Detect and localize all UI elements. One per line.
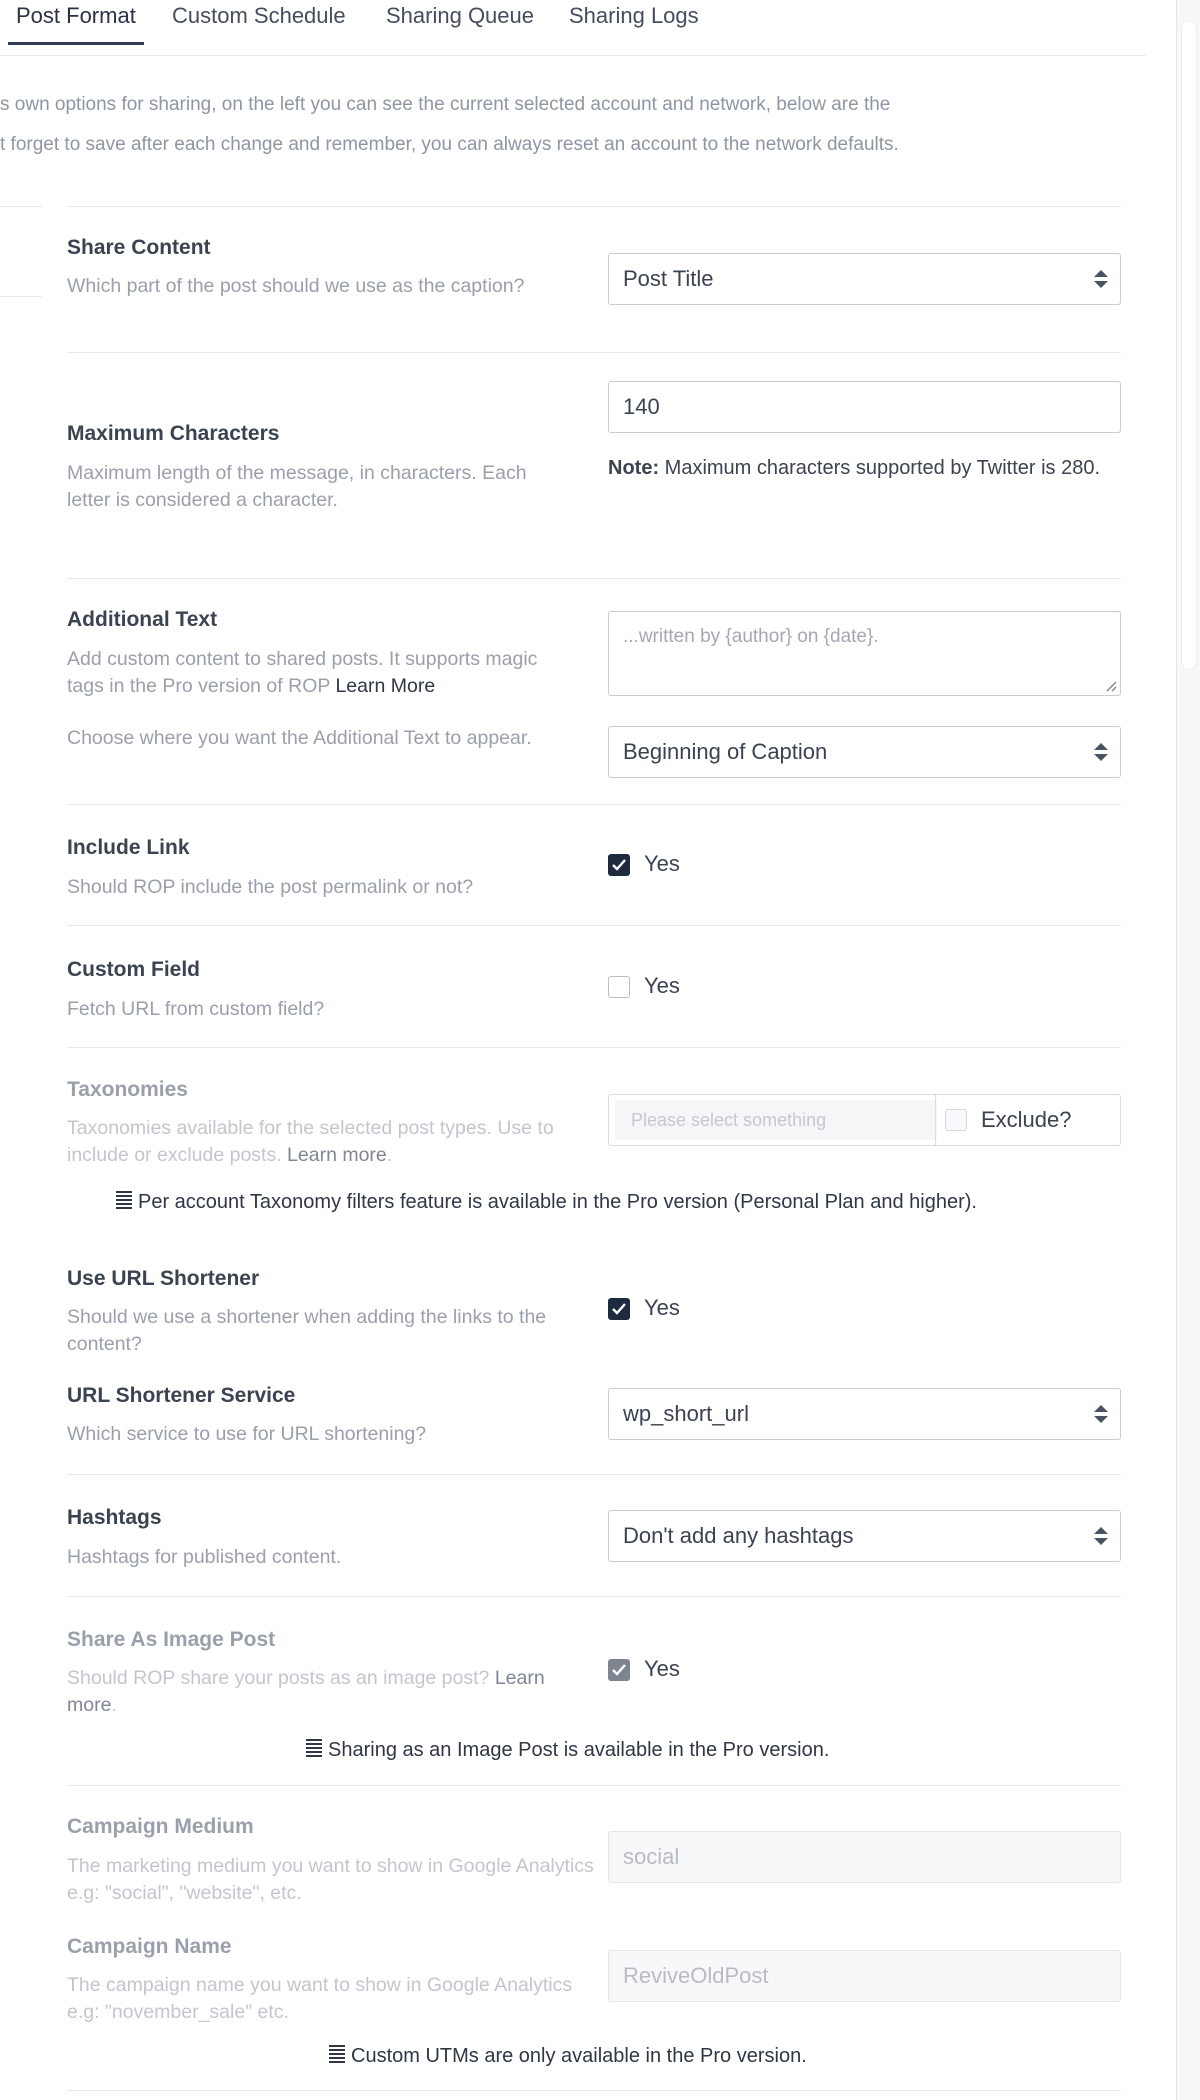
- intro-line-2: t forget to save after each change and remember, you can always reset an account to the network defaults.: [0, 134, 899, 155]
- campaign-medium-input[interactable]: social: [608, 1831, 1121, 1883]
- scrollbar[interactable]: [1176, 0, 1200, 2100]
- url-shortener-option: Yes: [644, 1295, 680, 1320]
- custom-field-checkbox[interactable]: [608, 976, 630, 998]
- checkmark-icon: [611, 1662, 627, 1678]
- url-shortener-label: Use URL Shortener: [67, 1267, 260, 1290]
- share-content-desc: Which part of the post should we use as the caption?: [67, 275, 525, 297]
- select-arrows-icon: [1094, 727, 1108, 777]
- campaign-name-desc: The campaign name you want to show in Google Analytics e.g: "november_sale" etc.: [67, 1974, 573, 2023]
- custom-field-option: Yes: [644, 973, 680, 998]
- campaign-name-input[interactable]: ReviveOldPost: [608, 1950, 1121, 2002]
- image-post-desc-text: Should ROP share your posts as an image post?: [67, 1667, 495, 1689]
- campaign-medium-desc: The marketing medium you want to show in Google Analytics e.g: "social", "website", etc.: [67, 1855, 594, 1904]
- scrollbar-thumb[interactable]: [1181, 20, 1197, 670]
- shortener-service-desc: Which service to use for URL shortening?: [67, 1423, 427, 1445]
- image-post-pro-text: Sharing as an Image Post is available in the Pro version.: [328, 1739, 830, 1761]
- hashtags-label: Hashtags: [67, 1506, 162, 1529]
- image-post-learn-more-link[interactable]: Learn more: [67, 1667, 545, 1716]
- divider: [67, 1474, 1121, 1475]
- divider: [67, 1596, 1121, 1597]
- image-post-label: Share As Image Post: [67, 1628, 276, 1651]
- intro-line-1: s own options for sharing, on the left you can see the current selected account and network, below are the: [0, 94, 891, 115]
- divider: [67, 804, 1121, 805]
- checkmark-icon: [611, 857, 627, 873]
- max-chars-input[interactable]: 140: [608, 381, 1121, 433]
- tab-custom-schedule[interactable]: Custom Schedule: [172, 3, 346, 28]
- image-post-option: Yes: [644, 1656, 680, 1681]
- additional-text-placeholder: ...written by {author} on {date}.: [623, 626, 879, 647]
- custom-field-label: Custom Field: [67, 958, 201, 981]
- taxonomies-input[interactable]: Please select something: [615, 1100, 937, 1140]
- divider: [67, 1785, 1121, 1786]
- taxonomies-learn-more-link[interactable]: Learn more: [287, 1144, 387, 1166]
- include-link-label: Include Link: [67, 836, 190, 859]
- select-arrows-icon: [1094, 1511, 1108, 1561]
- taxonomies-desc: [67, 1115, 567, 1169]
- image-post-desc-end: .: [111, 1694, 117, 1716]
- divider: [67, 206, 1121, 207]
- taxonomies-control: [608, 1094, 1121, 1146]
- divider: [67, 352, 1121, 353]
- shortener-service-label: URL Shortener Service: [67, 1384, 296, 1407]
- divider: [67, 578, 1121, 579]
- hashtags-desc: Hashtags for published content.: [67, 1546, 342, 1568]
- additional-text-input[interactable]: [608, 611, 1121, 696]
- url-shortener-checkbox[interactable]: [608, 1298, 630, 1320]
- select-arrows-icon: [1094, 1389, 1108, 1439]
- checkmark-icon: [611, 1301, 627, 1317]
- exclude-checkbox[interactable]: [945, 1109, 967, 1131]
- max-chars-note: [608, 449, 1128, 487]
- max-chars-label: Maximum Characters: [67, 422, 280, 445]
- utm-pro-text: Custom UTMs are only available in the Pro version.: [351, 2045, 807, 2067]
- url-shortener-desc: Should we use a shortener when adding the links to the content?: [67, 1306, 547, 1355]
- shortener-service-value: wp_short_url: [623, 1401, 749, 1426]
- include-link-desc: Should ROP include the post permalink or not?: [67, 876, 474, 898]
- exclude-label: Exclude?: [981, 1107, 1072, 1132]
- taxonomies-label: Taxonomies: [67, 1078, 188, 1101]
- tab-bar: [0, 0, 1146, 56]
- additional-text-position-value: Beginning of Caption: [623, 739, 828, 764]
- tab-sharing-queue[interactable]: Sharing Queue: [386, 3, 534, 28]
- select-arrows-icon: [1094, 254, 1108, 304]
- taxonomies-desc-text: Taxonomies available for the selected post types. Use to include or exclude posts.: [67, 1117, 554, 1166]
- taxonomies-pro-text: Per account Taxonomy filters feature is available in the Pro version (Personal Plan and higher).: [138, 1191, 977, 1213]
- note-bold: Note:: [608, 457, 660, 479]
- pro-list-icon: [329, 2043, 345, 2065]
- shortener-service-select[interactable]: [608, 1388, 1121, 1440]
- max-chars-desc: Maximum length of the message, in characters. Each letter is considered a character.: [67, 462, 527, 511]
- utm-pro-note: [329, 2043, 807, 2068]
- additional-text-desc: [67, 646, 567, 700]
- left-panel-divider: [0, 206, 42, 207]
- divider: [935, 1095, 936, 1145]
- tab-sharing-logs[interactable]: Sharing Logs: [569, 3, 699, 28]
- hashtags-value: Don't add any hashtags: [623, 1523, 854, 1548]
- divider: [67, 1047, 1121, 1048]
- campaign-name-label: Campaign Name: [67, 1935, 232, 1958]
- tab-post-format[interactable]: Post Format: [8, 0, 144, 45]
- resize-handle-icon[interactable]: [1105, 680, 1117, 692]
- image-post-desc: [67, 1665, 567, 1719]
- share-content-label: Share Content: [67, 236, 211, 259]
- share-content-select[interactable]: [608, 253, 1121, 305]
- additional-text-desc-text: Add custom content to shared posts. It supports magic tags in the Pro version of ROP: [67, 648, 538, 697]
- divider: [67, 2090, 1121, 2091]
- image-post-checkbox[interactable]: [608, 1659, 630, 1681]
- taxonomies-desc-end: .: [386, 1144, 393, 1166]
- hashtags-select[interactable]: [608, 1510, 1121, 1562]
- custom-field-desc: Fetch URL from custom field?: [67, 998, 325, 1020]
- include-link-checkbox[interactable]: [608, 854, 630, 876]
- share-content-value: Post Title: [623, 266, 714, 291]
- pro-list-icon: [306, 1737, 322, 1759]
- include-link-option: Yes: [644, 851, 680, 876]
- campaign-medium-label: Campaign Medium: [67, 1815, 254, 1838]
- left-panel-divider: [0, 296, 42, 297]
- note-text: Maximum characters supported by Twitter is 280.: [659, 457, 1101, 479]
- divider: [67, 925, 1121, 926]
- image-post-pro-note: [306, 1737, 829, 1762]
- learn-more-link[interactable]: Learn More: [335, 675, 436, 697]
- additional-text-label: Additional Text: [67, 608, 218, 631]
- taxonomies-pro-note: [116, 1189, 977, 1214]
- additional-text-position-desc: Choose where you want the Additional Text to appear.: [67, 727, 532, 749]
- pro-list-icon: [116, 1189, 132, 1211]
- additional-text-position-select[interactable]: [608, 726, 1121, 778]
